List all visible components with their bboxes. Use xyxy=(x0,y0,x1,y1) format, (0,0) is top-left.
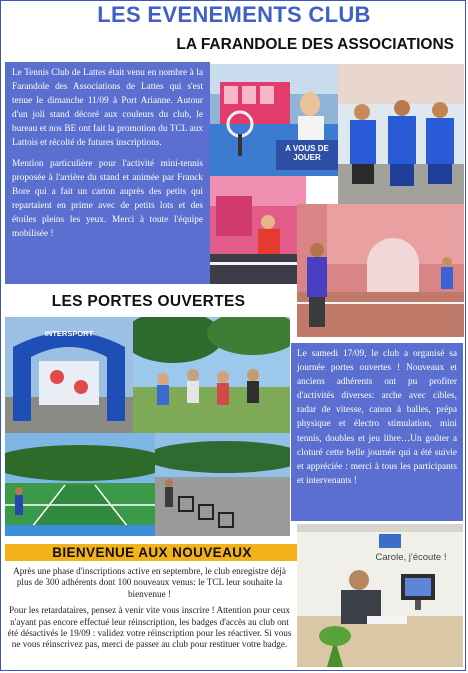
bienvenue-paragraph-2: Pour les retardataires, pensez à venir vite vous inscrire ! Attention pour ceux n'ayant pas encore effectué leur réinscription, les badges d'accès au club ont été désactivés le 19/09 : validez votre réinscription pour les réactiver. Si vous ne vous réinscrivez pas, merci de passer au club pour restituer votre badge. xyxy=(7,605,292,650)
portes-ouvertes-paragraph: Le samedi 17/09, le club a organisé sa journée portes ouvertes ! Nouveaux et anciens adhérents ont pu profiter d'activités diverses: arche avec cibles, radar de vitesse, canon à balles, prépa physique et électro stimulation, mini tennis, doubles et jeu libre…Un goûter a cloturé cette belle journée qui a été suivie et appréciée : merci à tous les participants et intervenants ! xyxy=(297,349,457,486)
section-title-bienvenue: BIENVENUE AUX NOUVEAUX xyxy=(5,544,299,561)
photo-coaches xyxy=(338,64,464,204)
photo-target-arch xyxy=(5,317,133,433)
arch-brand-text: INTERSPORT xyxy=(44,329,94,338)
farandole-text-box xyxy=(5,62,210,284)
photo-court-coach xyxy=(297,204,464,337)
photo-drill-hurdles xyxy=(155,433,290,536)
page-title: LES EVENEMENTS CLUB xyxy=(97,2,371,27)
farandole-paragraph-1: Le Tennis Club de Lattes était venu en nombre à la Farandole des Associations de Lattes qui s'est tenue le dimanche 11/09 à Port Arianne. Autour d'un joli stand décoré aux couleurs du club, le bureau et nos BE ont fait la promotion du TCL aux Lattois et récolté de futures inscriptions. xyxy=(12,68,203,149)
bienvenue-paragraph-1: Après une phase d'inscriptions active en septembre, le club enregistre déjà plus de 300 adhérents dont 100 nouveaux venus: le TCL leur souhaite la bienvenue ! xyxy=(13,566,286,599)
bienvenue-text-block xyxy=(6,566,293,656)
photo-carole-desk xyxy=(297,524,463,667)
portes-ouvertes-text-box xyxy=(291,343,463,521)
photo-green-court xyxy=(5,433,155,536)
photo-stand xyxy=(210,64,338,176)
speech-bubble-text: Carole, j'écoute ! xyxy=(375,552,447,563)
photo-crowd xyxy=(133,317,290,433)
section-title-farandole: LA FARANDOLE DES ASSOCIATIONS xyxy=(176,36,454,53)
section-title-portes-ouvertes: LES PORTES OUVERTES xyxy=(51,293,246,310)
farandole-paragraph-2: Mention particulière pour l'activité mini-tennis proposée à l'arrière du stand et animée par Franck Bore qui a fait un carton auprès des petits qui repartaient en prime avec de petits lots et des étoiles pleins les yeux. Merci à toute l'équipe mobilisée ! xyxy=(12,158,203,240)
stand-banner-text: A VOUS DE JOUER xyxy=(285,144,329,162)
photo-minitennis xyxy=(210,176,306,284)
